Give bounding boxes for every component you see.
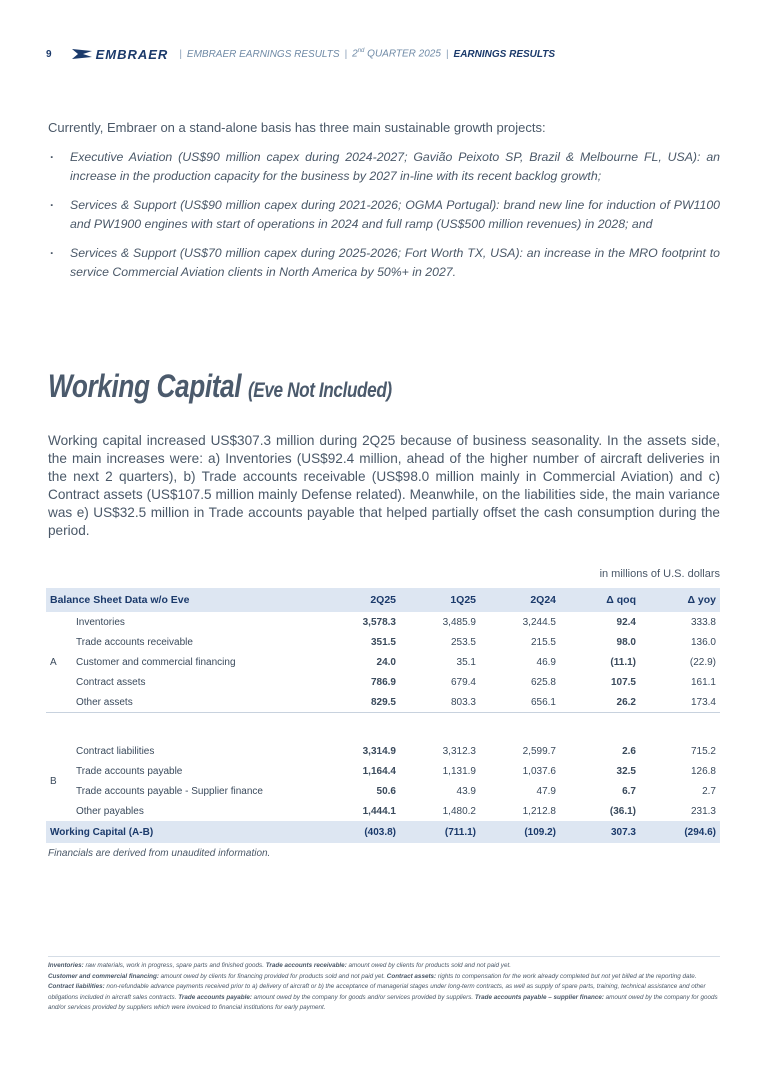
header-section: EMBRAER EARNINGS RESULTS <box>186 48 340 60</box>
working-capital-paragraph: Working capital increased US$307.3 million during 2Q25 because of business seasonality. In the assets side, the main increases were: a) Inventories (US$92.4 million, ahead of the higher number of aircraft deliveries in the next 2 quarters), b) Trade accounts receivable (US$98.0 million mainly in Commercial Aviation) and c) Contract assets (US$107.5 million mainly Defense related). Meanwhile, on the liabilities side, the main variance was e) US$32.5 million in Trade accounts payable that helped partially offset the cash consumption during the period. <box>48 433 720 538</box>
table-row: Contract assets 786.9 679.4 625.8 107.5 161.1 <box>76 676 716 688</box>
table-separator <box>46 713 720 726</box>
header-2q25: 2Q25 <box>370 594 396 606</box>
table-row: B Contract liabilities 3,314.9 3,312.3 2,599.7 2.6 715.2 <box>46 741 720 761</box>
list-item: · Services & Support (US$70 million capex during 2025-2026; Fort Worth TX, USA): an increase in the MRO footprint to service Commercial Aviation clients in North America by 50%+ in 2027. <box>48 244 720 282</box>
list-item: · Executive Aviation (US$90 million capex during 2024-2027; Gavião Peixoto SP, Brazil & Melbourne FL, USA): an increase in the production capacity for the business by 2027 in-line with its recent backlog growth; <box>48 148 720 186</box>
header-current: EARNINGS RESULTS <box>453 48 556 60</box>
table-row: Trade accounts receivable 351.5 253.5 215.5 98.0 136.0 <box>76 636 716 648</box>
table-row: Trade accounts payable 1,164.4 1,131.9 1,037.6 32.5 126.8 <box>76 765 716 777</box>
financials-note: Financials are derived from unaudited information. <box>48 848 271 859</box>
embraer-logo <box>70 47 169 62</box>
embraer-logo-icon <box>70 47 94 61</box>
list-item: · Services & Support (US$90 million capex during 2021-2026; OGMA Portugal): brand new line for induction of PW1100 and PW1900 engines with start of operations in 2024 and full ramp (US$500 million revenues) in 2028; and <box>48 196 720 234</box>
table-header-row <box>46 588 720 612</box>
header-1q25: 1Q25 <box>450 594 476 606</box>
table-row: Other payables 1,444.1 1,480.2 1,212.8 (36.1) 231.3 <box>76 805 716 817</box>
group-b-label: B <box>50 775 57 787</box>
header-qoq: Δ qoq <box>606 594 636 606</box>
table-row: Trade accounts payable - Supplier finance 50.6 43.9 47.9 6.7 2.7 <box>76 785 716 797</box>
header-yoy: Δ yoy <box>687 594 716 606</box>
header-label: Balance Sheet Data w/o Eve <box>50 594 190 606</box>
page-number: 9 <box>46 48 52 60</box>
page-header: 9 EMBRAER | EMBRAER EARNINGS RESULTS | 2nd QUARTER 2025 | EARNINGS RESULTS <box>46 46 556 62</box>
table-row: Customer and commercial financing 24.0 35.1 46.9 (11.1) (22.9) <box>76 656 716 668</box>
header-quarter: 2nd QUARTER 2025 <box>352 48 441 60</box>
section-subtitle: (Eve Not Included) <box>247 379 392 402</box>
table-row: Other assets 829.5 803.3 656.1 26.2 173.4 <box>76 696 716 708</box>
units-label: in millions of U.S. dollars <box>599 568 720 580</box>
growth-projects-list <box>48 148 720 292</box>
group-a-label: A <box>50 656 57 668</box>
table-row: A Inventories 3,578.3 3,485.9 3,244.5 92.4 333.8 <box>46 612 720 632</box>
balance-sheet-table <box>46 588 720 843</box>
definitions-footnote: Inventories: raw materials, work in progress, spare parts and finished goods. Trade accounts receivable: amount owed by clients for products sold and not paid yet. Customer and commercial financing: amount owed by clients for financing provided for products sold and not paid yet. Contract assets: rights to compensation for the work already completed but not yet billed at the reporting date. Contract liabilities: non-refundable advance payments received prior to a) delivery of aircraft or b) the acceptance of managerial stages under long-term contracts, as well as supply of spare parts, training, technical assistance and other obligations included in aircraft sales contracts. Trade accounts payable: amount owed by the company for goods and/or services provided by suppliers. Trade accounts payable – supplier finance: amount owed by the company for goods and/or services provided by suppliers which were invoiced to financial institutions for early payment. <box>48 956 720 1014</box>
total-row: Working Capital (A-B) (403.8) (711.1) (109.2) 307.3 (294.6) <box>46 821 720 843</box>
logo-text: EMBRAER <box>95 46 169 62</box>
section-title: Working Capital (Eve Not Included) <box>48 368 392 404</box>
header-2q24: 2Q24 <box>530 594 556 606</box>
intro-text: Currently, Embraer on a stand-alone basis has three main sustainable growth projects: <box>48 120 546 135</box>
